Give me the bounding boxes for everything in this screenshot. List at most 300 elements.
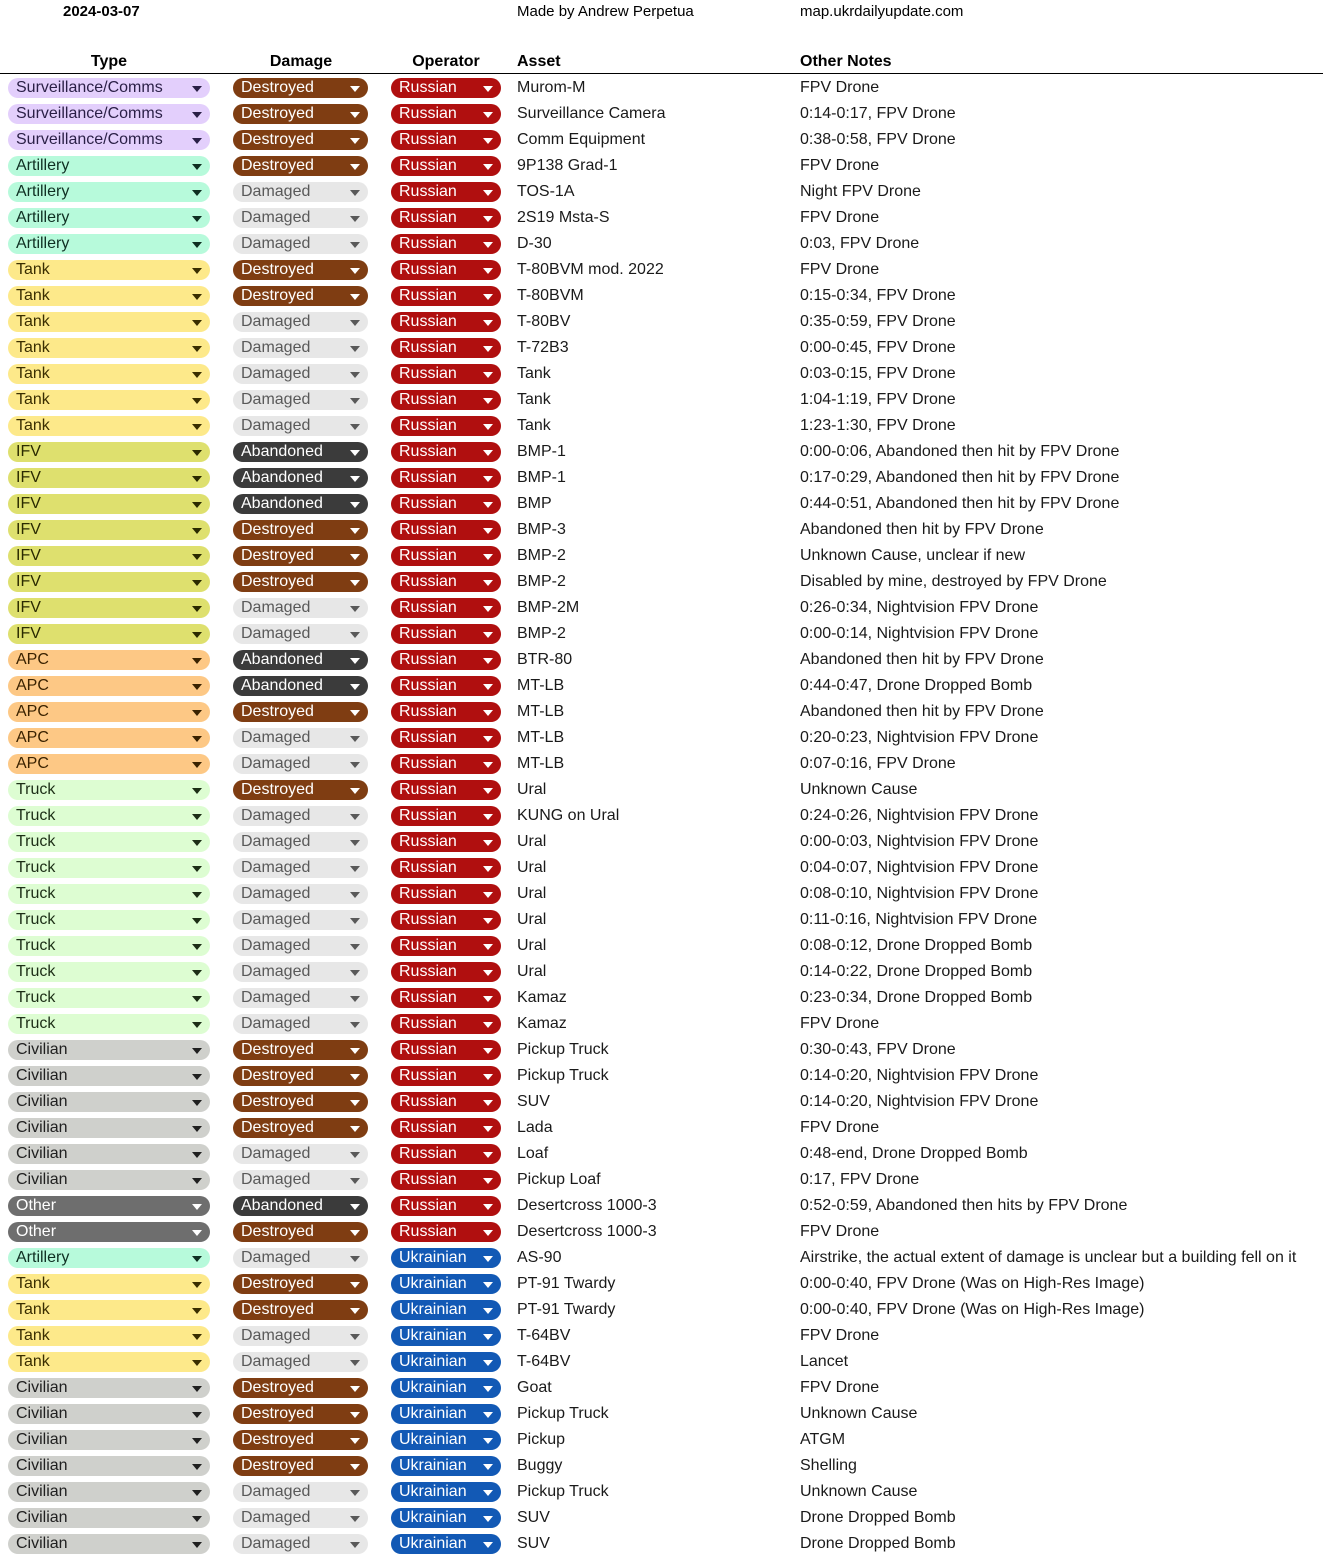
damage-dropdown[interactable] — [233, 598, 368, 618]
triangle-down-icon[interactable] — [192, 372, 202, 378]
type-dropdown[interactable] — [8, 650, 210, 670]
operator-dropdown[interactable] — [391, 442, 501, 462]
operator-dropdown[interactable] — [391, 1248, 501, 1268]
type-dropdown[interactable] — [8, 182, 210, 202]
damage-dropdown[interactable] — [233, 130, 368, 150]
triangle-down-icon[interactable] — [192, 1204, 202, 1210]
triangle-down-icon[interactable] — [350, 1308, 360, 1314]
triangle-down-icon[interactable] — [350, 424, 360, 430]
type-dropdown[interactable] — [8, 598, 210, 618]
damage-dropdown[interactable] — [233, 884, 368, 904]
damage-dropdown[interactable] — [233, 572, 368, 592]
operator-dropdown[interactable] — [391, 1014, 501, 1034]
operator-dropdown[interactable] — [391, 1300, 501, 1320]
triangle-down-icon[interactable] — [192, 892, 202, 898]
triangle-down-icon[interactable] — [350, 1360, 360, 1366]
type-dropdown[interactable] — [8, 1404, 210, 1424]
damage-dropdown[interactable] — [233, 1066, 368, 1086]
triangle-down-icon[interactable] — [350, 476, 360, 482]
type-dropdown[interactable] — [8, 1456, 210, 1476]
triangle-down-icon[interactable] — [350, 1048, 360, 1054]
damage-dropdown[interactable] — [233, 1482, 368, 1502]
triangle-down-icon[interactable] — [350, 294, 360, 300]
operator-dropdown[interactable] — [391, 1274, 501, 1294]
type-dropdown[interactable] — [8, 728, 210, 748]
triangle-down-icon[interactable] — [350, 1126, 360, 1132]
triangle-down-icon[interactable] — [350, 1230, 360, 1236]
triangle-down-icon[interactable] — [483, 892, 493, 898]
triangle-down-icon[interactable] — [350, 788, 360, 794]
triangle-down-icon[interactable] — [192, 216, 202, 222]
type-dropdown[interactable] — [8, 1378, 210, 1398]
operator-dropdown[interactable] — [391, 988, 501, 1008]
operator-dropdown[interactable] — [391, 78, 501, 98]
type-dropdown[interactable] — [8, 1482, 210, 1502]
triangle-down-icon[interactable] — [192, 1360, 202, 1366]
triangle-down-icon[interactable] — [350, 866, 360, 872]
damage-dropdown[interactable] — [233, 962, 368, 982]
damage-dropdown[interactable] — [233, 1196, 368, 1216]
type-dropdown[interactable] — [8, 1170, 210, 1190]
type-dropdown[interactable] — [8, 1040, 210, 1060]
triangle-down-icon[interactable] — [483, 294, 493, 300]
operator-dropdown[interactable] — [391, 286, 501, 306]
triangle-down-icon[interactable] — [350, 1464, 360, 1470]
triangle-down-icon[interactable] — [192, 1438, 202, 1444]
triangle-down-icon[interactable] — [483, 762, 493, 768]
damage-dropdown[interactable] — [233, 260, 368, 280]
triangle-down-icon[interactable] — [350, 1256, 360, 1262]
damage-dropdown[interactable] — [233, 858, 368, 878]
operator-dropdown[interactable] — [391, 650, 501, 670]
triangle-down-icon[interactable] — [350, 528, 360, 534]
type-dropdown[interactable] — [8, 832, 210, 852]
damage-dropdown[interactable] — [233, 832, 368, 852]
triangle-down-icon[interactable] — [192, 320, 202, 326]
triangle-down-icon[interactable] — [350, 814, 360, 820]
triangle-down-icon[interactable] — [483, 242, 493, 248]
triangle-down-icon[interactable] — [192, 268, 202, 274]
damage-dropdown[interactable] — [233, 1404, 368, 1424]
triangle-down-icon[interactable] — [483, 164, 493, 170]
operator-dropdown[interactable] — [391, 1456, 501, 1476]
triangle-down-icon[interactable] — [350, 1152, 360, 1158]
damage-dropdown[interactable] — [233, 702, 368, 722]
triangle-down-icon[interactable] — [192, 1022, 202, 1028]
operator-dropdown[interactable] — [391, 1222, 501, 1242]
triangle-down-icon[interactable] — [350, 138, 360, 144]
triangle-down-icon[interactable] — [483, 996, 493, 1002]
triangle-down-icon[interactable] — [350, 1022, 360, 1028]
type-dropdown[interactable] — [8, 962, 210, 982]
operator-dropdown[interactable] — [391, 390, 501, 410]
operator-dropdown[interactable] — [391, 1170, 501, 1190]
triangle-down-icon[interactable] — [350, 1438, 360, 1444]
type-dropdown[interactable] — [8, 1352, 210, 1372]
operator-dropdown[interactable] — [391, 260, 501, 280]
triangle-down-icon[interactable] — [483, 970, 493, 976]
damage-dropdown[interactable] — [233, 364, 368, 384]
triangle-down-icon[interactable] — [350, 710, 360, 716]
triangle-down-icon[interactable] — [350, 892, 360, 898]
type-dropdown[interactable] — [8, 442, 210, 462]
triangle-down-icon[interactable] — [192, 112, 202, 118]
triangle-down-icon[interactable] — [192, 346, 202, 352]
type-dropdown[interactable] — [8, 1326, 210, 1346]
triangle-down-icon[interactable] — [350, 1334, 360, 1340]
damage-dropdown[interactable] — [233, 182, 368, 202]
type-dropdown[interactable] — [8, 754, 210, 774]
triangle-down-icon[interactable] — [350, 1490, 360, 1496]
type-dropdown[interactable] — [8, 806, 210, 826]
operator-dropdown[interactable] — [391, 832, 501, 852]
triangle-down-icon[interactable] — [350, 242, 360, 248]
type-dropdown[interactable] — [8, 936, 210, 956]
triangle-down-icon[interactable] — [192, 294, 202, 300]
type-dropdown[interactable] — [8, 234, 210, 254]
triangle-down-icon[interactable] — [192, 1464, 202, 1470]
triangle-down-icon[interactable] — [192, 710, 202, 716]
triangle-down-icon[interactable] — [483, 1100, 493, 1106]
triangle-down-icon[interactable] — [350, 970, 360, 976]
operator-dropdown[interactable] — [391, 754, 501, 774]
type-dropdown[interactable] — [8, 520, 210, 540]
triangle-down-icon[interactable] — [483, 840, 493, 846]
triangle-down-icon[interactable] — [350, 840, 360, 846]
damage-dropdown[interactable] — [233, 208, 368, 228]
triangle-down-icon[interactable] — [350, 450, 360, 456]
operator-dropdown[interactable] — [391, 858, 501, 878]
triangle-down-icon[interactable] — [192, 970, 202, 976]
operator-dropdown[interactable] — [391, 364, 501, 384]
damage-dropdown[interactable] — [233, 910, 368, 930]
triangle-down-icon[interactable] — [192, 866, 202, 872]
damage-dropdown[interactable] — [233, 1352, 368, 1372]
triangle-down-icon[interactable] — [350, 1386, 360, 1392]
triangle-down-icon[interactable] — [483, 1438, 493, 1444]
triangle-down-icon[interactable] — [192, 502, 202, 508]
damage-dropdown[interactable] — [233, 234, 368, 254]
triangle-down-icon[interactable] — [483, 1542, 493, 1548]
operator-dropdown[interactable] — [391, 806, 501, 826]
operator-dropdown[interactable] — [391, 130, 501, 150]
triangle-down-icon[interactable] — [192, 1516, 202, 1522]
operator-dropdown[interactable] — [391, 1404, 501, 1424]
operator-dropdown[interactable] — [391, 312, 501, 332]
damage-dropdown[interactable] — [233, 754, 368, 774]
damage-dropdown[interactable] — [233, 1300, 368, 1320]
triangle-down-icon[interactable] — [192, 398, 202, 404]
triangle-down-icon[interactable] — [192, 1178, 202, 1184]
operator-dropdown[interactable] — [391, 1378, 501, 1398]
triangle-down-icon[interactable] — [483, 814, 493, 820]
operator-dropdown[interactable] — [391, 494, 501, 514]
type-dropdown[interactable] — [8, 702, 210, 722]
triangle-down-icon[interactable] — [192, 606, 202, 612]
operator-dropdown[interactable] — [391, 546, 501, 566]
operator-dropdown[interactable] — [391, 884, 501, 904]
triangle-down-icon[interactable] — [192, 1282, 202, 1288]
type-dropdown[interactable] — [8, 78, 210, 98]
damage-dropdown[interactable] — [233, 650, 368, 670]
damage-dropdown[interactable] — [233, 806, 368, 826]
triangle-down-icon[interactable] — [192, 450, 202, 456]
type-dropdown[interactable] — [8, 1508, 210, 1528]
operator-dropdown[interactable] — [391, 182, 501, 202]
triangle-down-icon[interactable] — [483, 476, 493, 482]
triangle-down-icon[interactable] — [192, 86, 202, 92]
triangle-down-icon[interactable] — [483, 918, 493, 924]
triangle-down-icon[interactable] — [483, 1412, 493, 1418]
damage-dropdown[interactable] — [233, 1118, 368, 1138]
operator-dropdown[interactable] — [391, 520, 501, 540]
triangle-down-icon[interactable] — [350, 1282, 360, 1288]
triangle-down-icon[interactable] — [192, 1490, 202, 1496]
triangle-down-icon[interactable] — [483, 1152, 493, 1158]
damage-dropdown[interactable] — [233, 1170, 368, 1190]
triangle-down-icon[interactable] — [192, 554, 202, 560]
operator-dropdown[interactable] — [391, 624, 501, 644]
operator-dropdown[interactable] — [391, 338, 501, 358]
operator-dropdown[interactable] — [391, 1482, 501, 1502]
type-dropdown[interactable] — [8, 676, 210, 696]
triangle-down-icon[interactable] — [350, 1074, 360, 1080]
damage-dropdown[interactable] — [233, 286, 368, 306]
triangle-down-icon[interactable] — [483, 190, 493, 196]
triangle-down-icon[interactable] — [192, 1126, 202, 1132]
type-dropdown[interactable] — [8, 1274, 210, 1294]
triangle-down-icon[interactable] — [350, 554, 360, 560]
damage-dropdown[interactable] — [233, 1326, 368, 1346]
triangle-down-icon[interactable] — [483, 1386, 493, 1392]
operator-dropdown[interactable] — [391, 1352, 501, 1372]
operator-dropdown[interactable] — [391, 468, 501, 488]
triangle-down-icon[interactable] — [483, 554, 493, 560]
type-dropdown[interactable] — [8, 546, 210, 566]
triangle-down-icon[interactable] — [483, 112, 493, 118]
triangle-down-icon[interactable] — [350, 320, 360, 326]
damage-dropdown[interactable] — [233, 78, 368, 98]
triangle-down-icon[interactable] — [350, 606, 360, 612]
damage-dropdown[interactable] — [233, 1508, 368, 1528]
triangle-down-icon[interactable] — [350, 112, 360, 118]
triangle-down-icon[interactable] — [483, 710, 493, 716]
operator-dropdown[interactable] — [391, 208, 501, 228]
operator-dropdown[interactable] — [391, 936, 501, 956]
damage-dropdown[interactable] — [233, 494, 368, 514]
operator-dropdown[interactable] — [391, 1092, 501, 1112]
triangle-down-icon[interactable] — [483, 320, 493, 326]
triangle-down-icon[interactable] — [350, 632, 360, 638]
triangle-down-icon[interactable] — [192, 762, 202, 768]
type-dropdown[interactable] — [8, 156, 210, 176]
triangle-down-icon[interactable] — [192, 242, 202, 248]
operator-dropdown[interactable] — [391, 234, 501, 254]
triangle-down-icon[interactable] — [350, 1412, 360, 1418]
triangle-down-icon[interactable] — [192, 580, 202, 586]
type-dropdown[interactable] — [8, 624, 210, 644]
type-dropdown[interactable] — [8, 858, 210, 878]
damage-dropdown[interactable] — [233, 1092, 368, 1112]
damage-dropdown[interactable] — [233, 1274, 368, 1294]
type-dropdown[interactable] — [8, 988, 210, 1008]
triangle-down-icon[interactable] — [350, 86, 360, 92]
operator-dropdown[interactable] — [391, 1118, 501, 1138]
triangle-down-icon[interactable] — [350, 372, 360, 378]
triangle-down-icon[interactable] — [483, 866, 493, 872]
damage-dropdown[interactable] — [233, 1430, 368, 1450]
triangle-down-icon[interactable] — [350, 1178, 360, 1184]
triangle-down-icon[interactable] — [192, 164, 202, 170]
operator-dropdown[interactable] — [391, 598, 501, 618]
triangle-down-icon[interactable] — [350, 398, 360, 404]
triangle-down-icon[interactable] — [192, 1256, 202, 1262]
triangle-down-icon[interactable] — [350, 580, 360, 586]
damage-dropdown[interactable] — [233, 624, 368, 644]
triangle-down-icon[interactable] — [192, 632, 202, 638]
triangle-down-icon[interactable] — [350, 190, 360, 196]
triangle-down-icon[interactable] — [350, 658, 360, 664]
triangle-down-icon[interactable] — [483, 346, 493, 352]
triangle-down-icon[interactable] — [192, 190, 202, 196]
damage-dropdown[interactable] — [233, 546, 368, 566]
type-dropdown[interactable] — [8, 468, 210, 488]
operator-dropdown[interactable] — [391, 1508, 501, 1528]
triangle-down-icon[interactable] — [483, 528, 493, 534]
triangle-down-icon[interactable] — [483, 658, 493, 664]
operator-dropdown[interactable] — [391, 962, 501, 982]
triangle-down-icon[interactable] — [350, 762, 360, 768]
triangle-down-icon[interactable] — [350, 944, 360, 950]
triangle-down-icon[interactable] — [483, 944, 493, 950]
triangle-down-icon[interactable] — [350, 164, 360, 170]
triangle-down-icon[interactable] — [192, 840, 202, 846]
operator-dropdown[interactable] — [391, 910, 501, 930]
triangle-down-icon[interactable] — [483, 1516, 493, 1522]
triangle-down-icon[interactable] — [483, 1074, 493, 1080]
type-dropdown[interactable] — [8, 780, 210, 800]
operator-dropdown[interactable] — [391, 1040, 501, 1060]
damage-dropdown[interactable] — [233, 390, 368, 410]
operator-dropdown[interactable] — [391, 156, 501, 176]
type-dropdown[interactable] — [8, 494, 210, 514]
triangle-down-icon[interactable] — [483, 1048, 493, 1054]
triangle-down-icon[interactable] — [192, 1334, 202, 1340]
triangle-down-icon[interactable] — [483, 580, 493, 586]
triangle-down-icon[interactable] — [350, 1542, 360, 1548]
operator-dropdown[interactable] — [391, 1196, 501, 1216]
triangle-down-icon[interactable] — [192, 996, 202, 1002]
triangle-down-icon[interactable] — [483, 450, 493, 456]
triangle-down-icon[interactable] — [192, 944, 202, 950]
operator-dropdown[interactable] — [391, 1326, 501, 1346]
damage-dropdown[interactable] — [233, 676, 368, 696]
damage-dropdown[interactable] — [233, 988, 368, 1008]
damage-dropdown[interactable] — [233, 338, 368, 358]
triangle-down-icon[interactable] — [192, 1100, 202, 1106]
triangle-down-icon[interactable] — [192, 1386, 202, 1392]
triangle-down-icon[interactable] — [350, 502, 360, 508]
damage-dropdown[interactable] — [233, 1144, 368, 1164]
damage-dropdown[interactable] — [233, 104, 368, 124]
triangle-down-icon[interactable] — [483, 1464, 493, 1470]
operator-dropdown[interactable] — [391, 1534, 501, 1554]
type-dropdown[interactable] — [8, 1092, 210, 1112]
damage-dropdown[interactable] — [233, 1456, 368, 1476]
type-dropdown[interactable] — [8, 884, 210, 904]
triangle-down-icon[interactable] — [483, 1308, 493, 1314]
type-dropdown[interactable] — [8, 416, 210, 436]
type-dropdown[interactable] — [8, 1300, 210, 1320]
triangle-down-icon[interactable] — [192, 424, 202, 430]
damage-dropdown[interactable] — [233, 1014, 368, 1034]
damage-dropdown[interactable] — [233, 442, 368, 462]
triangle-down-icon[interactable] — [192, 658, 202, 664]
operator-dropdown[interactable] — [391, 676, 501, 696]
triangle-down-icon[interactable] — [192, 1542, 202, 1548]
type-dropdown[interactable] — [8, 364, 210, 384]
type-dropdown[interactable] — [8, 1430, 210, 1450]
operator-dropdown[interactable] — [391, 702, 501, 722]
damage-dropdown[interactable] — [233, 1040, 368, 1060]
type-dropdown[interactable] — [8, 390, 210, 410]
triangle-down-icon[interactable] — [483, 788, 493, 794]
triangle-down-icon[interactable] — [192, 476, 202, 482]
damage-dropdown[interactable] — [233, 468, 368, 488]
damage-dropdown[interactable] — [233, 728, 368, 748]
damage-dropdown[interactable] — [233, 780, 368, 800]
triangle-down-icon[interactable] — [483, 424, 493, 430]
type-dropdown[interactable] — [8, 104, 210, 124]
damage-dropdown[interactable] — [233, 312, 368, 332]
operator-dropdown[interactable] — [391, 104, 501, 124]
triangle-down-icon[interactable] — [483, 502, 493, 508]
triangle-down-icon[interactable] — [192, 138, 202, 144]
type-dropdown[interactable] — [8, 312, 210, 332]
triangle-down-icon[interactable] — [192, 814, 202, 820]
damage-dropdown[interactable] — [233, 936, 368, 956]
triangle-down-icon[interactable] — [192, 1412, 202, 1418]
operator-dropdown[interactable] — [391, 572, 501, 592]
triangle-down-icon[interactable] — [483, 1360, 493, 1366]
triangle-down-icon[interactable] — [483, 398, 493, 404]
triangle-down-icon[interactable] — [350, 1516, 360, 1522]
triangle-down-icon[interactable] — [483, 736, 493, 742]
triangle-down-icon[interactable] — [192, 528, 202, 534]
damage-dropdown[interactable] — [233, 520, 368, 540]
triangle-down-icon[interactable] — [350, 268, 360, 274]
triangle-down-icon[interactable] — [483, 1256, 493, 1262]
triangle-down-icon[interactable] — [483, 372, 493, 378]
triangle-down-icon[interactable] — [350, 1204, 360, 1210]
triangle-down-icon[interactable] — [483, 138, 493, 144]
type-dropdown[interactable] — [8, 910, 210, 930]
type-dropdown[interactable] — [8, 1222, 210, 1242]
operator-dropdown[interactable] — [391, 1066, 501, 1086]
type-dropdown[interactable] — [8, 1014, 210, 1034]
triangle-down-icon[interactable] — [192, 788, 202, 794]
triangle-down-icon[interactable] — [192, 736, 202, 742]
triangle-down-icon[interactable] — [350, 736, 360, 742]
triangle-down-icon[interactable] — [483, 684, 493, 690]
triangle-down-icon[interactable] — [192, 1048, 202, 1054]
triangle-down-icon[interactable] — [350, 918, 360, 924]
triangle-down-icon[interactable] — [350, 996, 360, 1002]
type-dropdown[interactable] — [8, 1534, 210, 1554]
triangle-down-icon[interactable] — [483, 1178, 493, 1184]
type-dropdown[interactable] — [8, 1118, 210, 1138]
triangle-down-icon[interactable] — [350, 684, 360, 690]
